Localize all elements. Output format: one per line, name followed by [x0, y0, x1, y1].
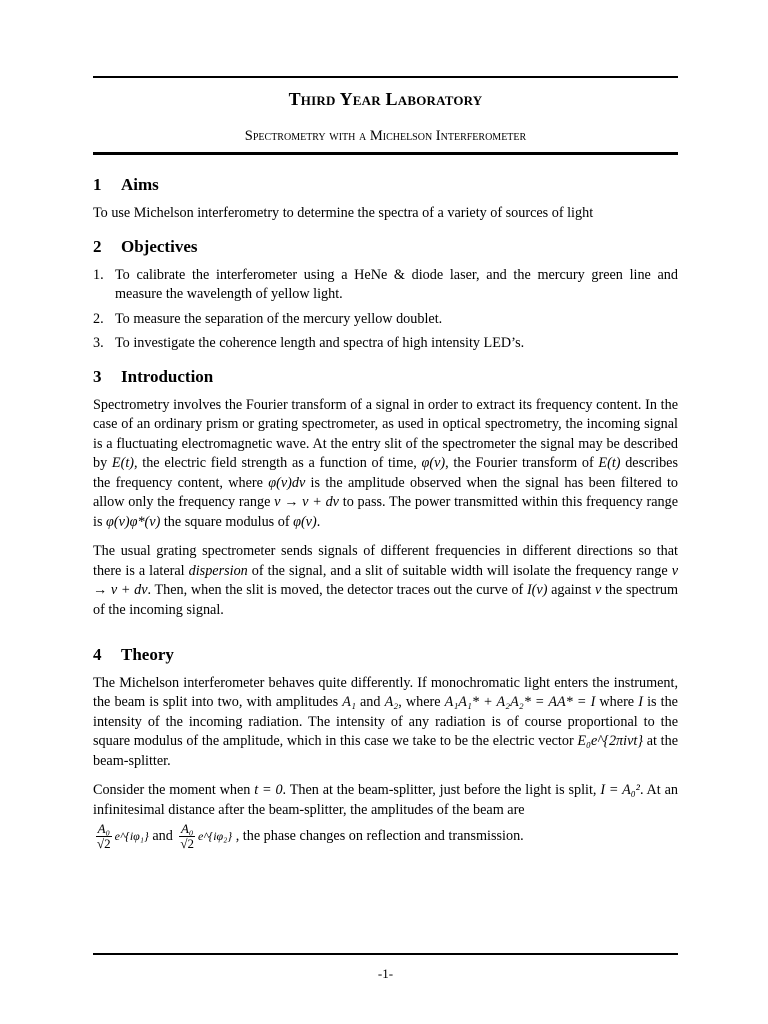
text-run: the square modulus of	[160, 513, 294, 530]
emphasis: dispersion	[188, 562, 248, 579]
fraction-numerator: A₀	[180, 821, 194, 836]
list-item	[93, 266, 678, 305]
theory-paragraph-1	[93, 674, 678, 772]
header-rule	[93, 152, 678, 155]
item-number: 1.	[93, 266, 104, 283]
text-run: , the electric field strength as a function of time,	[133, 455, 422, 471]
math-inline: v → v + dv	[274, 494, 339, 510]
item-number: 3.	[93, 335, 104, 351]
top-rule	[93, 76, 678, 78]
math-inline: A₂	[384, 694, 399, 710]
page-number: -1-	[377, 966, 394, 981]
text-run: is the intensity of the incoming radiation. The intensity of any radiation is of course proportional to the square modulus of the amplitude, which in this case we take to be the electric vector	[93, 694, 678, 749]
text-run: . At an infinitesimal distance after the beam-splitter, the amplitudes of the beam are	[93, 782, 678, 818]
text-run: where	[595, 694, 639, 710]
math-inline: t = 0	[254, 782, 283, 798]
math-inline: φ(v)	[293, 513, 317, 530]
math-inline: E(t)	[598, 455, 621, 471]
item-text: To investigate the coherence length and spectra of high intensity LED’s.	[115, 335, 525, 351]
objectives-list	[93, 266, 678, 354]
text-run: The Michelson interferometer behaves quite differently. If monochromatic light enters the instrument, the beam is split into two, with amplitudes	[93, 674, 678, 710]
math-inline: φ(v)φ*(v)	[106, 513, 161, 530]
section-heading	[93, 175, 678, 195]
fraction	[178, 822, 196, 851]
section-heading	[93, 645, 678, 665]
text-run: Consider the moment when	[93, 782, 255, 798]
fraction	[95, 822, 113, 851]
math-inline: A₁	[342, 694, 356, 710]
math-inline: E₀e^{2πivt}	[577, 733, 644, 749]
theory-amplitudes-line	[93, 822, 678, 851]
text-run: Spectrometry involves the Fourier transform of a signal in order to extract its frequency content. In the case of an ordinary prism or grating spectrometer, as used in optical spectrometry, the incoming signal is a fluctuating electromagnetic wave. At the entry slit of the spectrometer the signal may be described by	[93, 396, 678, 471]
list-item	[93, 334, 678, 354]
math-inline: φ(v)	[421, 455, 446, 471]
section-aims	[93, 175, 678, 222]
text-run: . Then, when the slit is moved, the detector traces out the curve of	[147, 582, 527, 598]
section-introduction	[93, 367, 678, 620]
math-inline: v → v + dv	[93, 562, 678, 598]
item-number: 2.	[93, 310, 104, 327]
section-title: Theory	[121, 645, 174, 664]
section-title: Objectives	[121, 237, 198, 256]
document-subtitle: Spectrometry with a Michelson Interferometer	[244, 128, 527, 144]
document-page	[93, 0, 678, 1024]
text-run: .	[316, 513, 321, 530]
text-run: , the phase changes on reflection and transmission.	[232, 827, 524, 844]
aims-text: To use Michelson interferometry to determine the spectra of a variety of sources of light	[93, 205, 594, 221]
section-heading	[93, 237, 678, 257]
section-number: 4	[93, 645, 102, 664]
section-number: 3	[93, 367, 102, 386]
list-item	[93, 310, 678, 330]
text-run: the spectrum of the incoming signal.	[93, 582, 679, 618]
section-objectives	[93, 237, 678, 359]
text-run: . Then at the beam-splitter, just before the light is split,	[282, 782, 601, 798]
section-number: 2	[93, 237, 102, 256]
introduction-paragraph-2	[93, 542, 678, 620]
section-heading	[93, 367, 678, 387]
theory-paragraph-2	[93, 781, 678, 820]
text-run: at the beam-splitter.	[93, 733, 679, 769]
math-inline: e^{iφ₁}	[114, 828, 149, 843]
math-inline: A₁A₁* + A₂A₂* = AA* = I	[444, 694, 596, 710]
bottom-rule	[93, 953, 678, 955]
text-run: and	[355, 694, 385, 710]
fraction-numerator: A₀	[97, 821, 111, 836]
section-title: Introduction	[121, 367, 214, 386]
text-run: , the Fourier transform of	[445, 455, 599, 471]
math-inline: φ(v)dv	[268, 474, 306, 491]
item-text: To calibrate the interferometer using a HeNe & diode laser, and the mercury green line and measure the wavelength of yellow light.	[115, 266, 678, 302]
text-run: describes the frequency content, where	[93, 455, 678, 491]
math-inline: I	[638, 694, 643, 710]
text-run: against	[547, 582, 595, 598]
text-run: The usual grating spectrometer sends signals of different frequencies in different directions so that there is a lateral	[93, 543, 678, 579]
fraction-denominator: √2	[97, 836, 111, 851]
math-inline: I = A₀²	[600, 782, 640, 798]
section-number: 1	[93, 175, 102, 194]
math-inline: e^{iφ₂}	[198, 828, 233, 843]
fraction-denominator: √2	[180, 836, 195, 851]
text-run: and	[148, 827, 177, 844]
math-inline: E(t)	[111, 455, 134, 471]
section-theory	[93, 645, 678, 851]
math-inline: I(v)	[526, 582, 548, 598]
text-run: , where	[398, 694, 445, 710]
math-inline: v	[595, 582, 602, 598]
text-run: of the signal, and a slit of suitable width will isolate the frequency range	[247, 562, 672, 579]
section-title: Aims	[121, 175, 159, 194]
text-run: to pass. The power transmitted within this frequency range is	[93, 494, 678, 530]
introduction-paragraph-1	[93, 396, 678, 533]
document-title: Third Year Laboratory	[288, 89, 483, 109]
item-text: To measure the separation of the mercury yellow doublet.	[115, 310, 443, 327]
text-run: is the amplitude observed when the signal has been filtered to allow only the frequency range	[93, 474, 679, 510]
